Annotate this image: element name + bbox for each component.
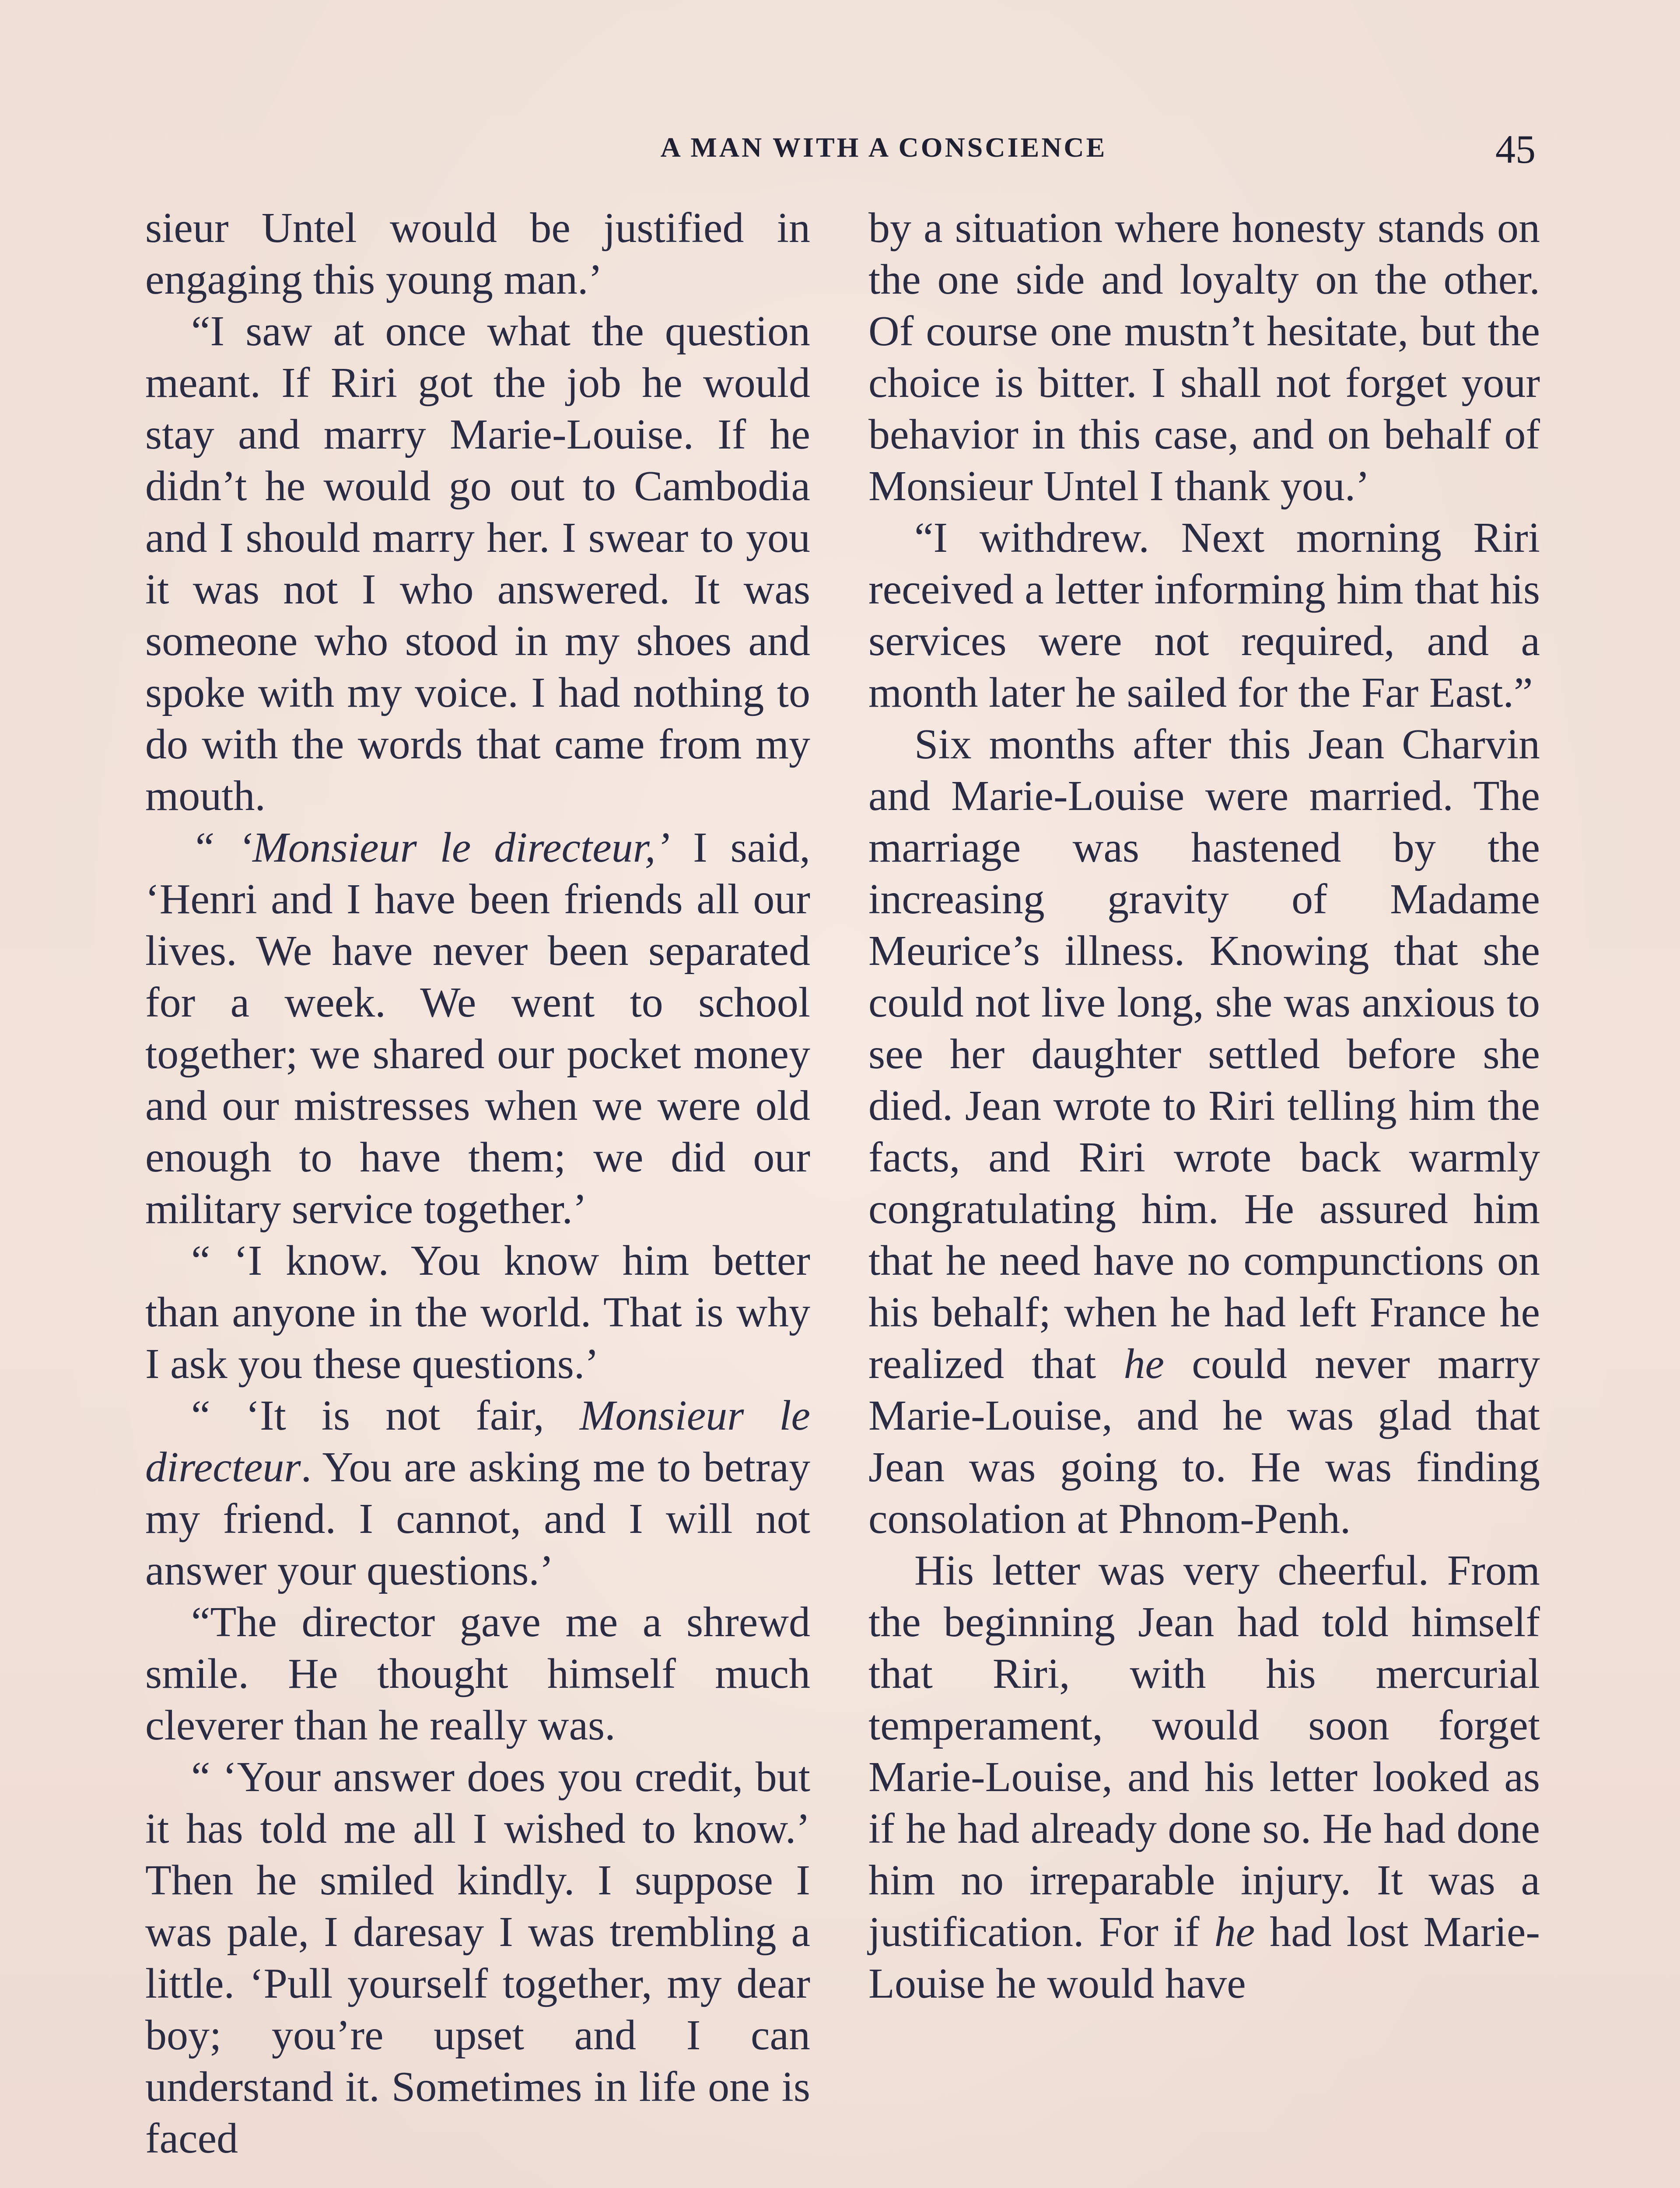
paragraph-text: . You are asking me to betray my friend. I cannot, and I will not answer your questions.’ bbox=[145, 1444, 810, 1594]
italic-text: he bbox=[1124, 1340, 1164, 1388]
paragraph-text: I said, ‘Henri and I have been friends all our lives. We have never been separated for a week. We went to school together; we shared our pocket money and our mistresses when we were old enough to have them; we did our military service together.’ bbox=[145, 824, 810, 1233]
paragraph-text: had lost Marie-Louise he would have bbox=[868, 1908, 1540, 2007]
italic-text: “ ‘Monsieur le directeur,’ bbox=[191, 824, 670, 871]
paragraph: “ ‘Your answer does you credit, but it has told me all I wished to know.’ Then he smiled kindly. I suppose I was pale, I daresay I was trembling a little. ‘Pull yourself together, my dear boy; you’re upset and I can understand it. Sometimes in life one is faced bbox=[145, 1753, 810, 2162]
paragraph-text: Six months after this Jean Charvin and Marie-Louise were married. The marriage was hastened by the increasing gravity of Madame Meurice’s illness. Knowing that she could not live long, she was anxious to see her daughter settled before she died. Jean wrote to Riri telling him the facts, and Riri wrote back warmly congratulating him. He assured him that he need have no compunctions on his behalf; when he had left France he realized that bbox=[868, 721, 1540, 1388]
paragraph-text: His letter was very cheerful. From the beginning Jean had told himself that Riri, with his mercurial temperament, would soon forget Marie-Louise, and his letter looked as if he had already done so. He had done him no irreparable injury. It was a justification. For if bbox=[868, 1547, 1540, 1956]
paragraph: “I withdrew. Next morning Riri received a letter informing him that his services were not required, and a month later he sailed for the Far East.” bbox=[868, 514, 1540, 716]
paragraph: “ ‘I know. You know him better than anyone in the world. That is why I ask you these questions.’ bbox=[145, 1237, 810, 1388]
left-column bbox=[145, 202, 810, 2164]
paragraph: by a situation where honesty stands on the one side and loyalty on the other. Of course one mustn’t hesitate, but the choice is bitter. I shall not forget your behavior in this case, and on behalf of Monsieur Untel I thank you.’ bbox=[868, 204, 1540, 510]
paragraph-text: “ ‘It is not fair, bbox=[191, 1392, 580, 1439]
page-number: 45 bbox=[1495, 127, 1536, 172]
paragraph-text: could never marry Marie-Louise, and he was glad that Jean was going to. He was finding consolation at Phnom-Penh. bbox=[868, 1340, 1540, 1543]
paragraph: “I saw at once what the question meant. If Riri got the job he would stay and marry Marie-Louise. If he didn’t he would go out to Cambodia and I should marry her. I swear to you it was not I who answered. It was someone who stood in my shoes and spoke with my voice. I had nothing to do with the words that came from my mouth. bbox=[145, 308, 810, 820]
right-column bbox=[868, 202, 1540, 2009]
italic-text: he bbox=[1214, 1908, 1255, 1956]
paragraph bbox=[868, 719, 1540, 1545]
running-header: A MAN WITH A CONSCIENCE bbox=[660, 132, 1107, 163]
paragraph bbox=[868, 1545, 1540, 2009]
paragraph: “The director gave me a shrewd smile. He thought himself much cleverer than he really was. bbox=[145, 1599, 810, 1749]
paragraph bbox=[145, 822, 810, 1235]
paragraph: sieur Untel would be justified in engaging this young man.’ bbox=[145, 204, 810, 303]
paragraph bbox=[145, 1390, 810, 1596]
italic-text: Monsieur le directeur bbox=[145, 1392, 810, 1491]
